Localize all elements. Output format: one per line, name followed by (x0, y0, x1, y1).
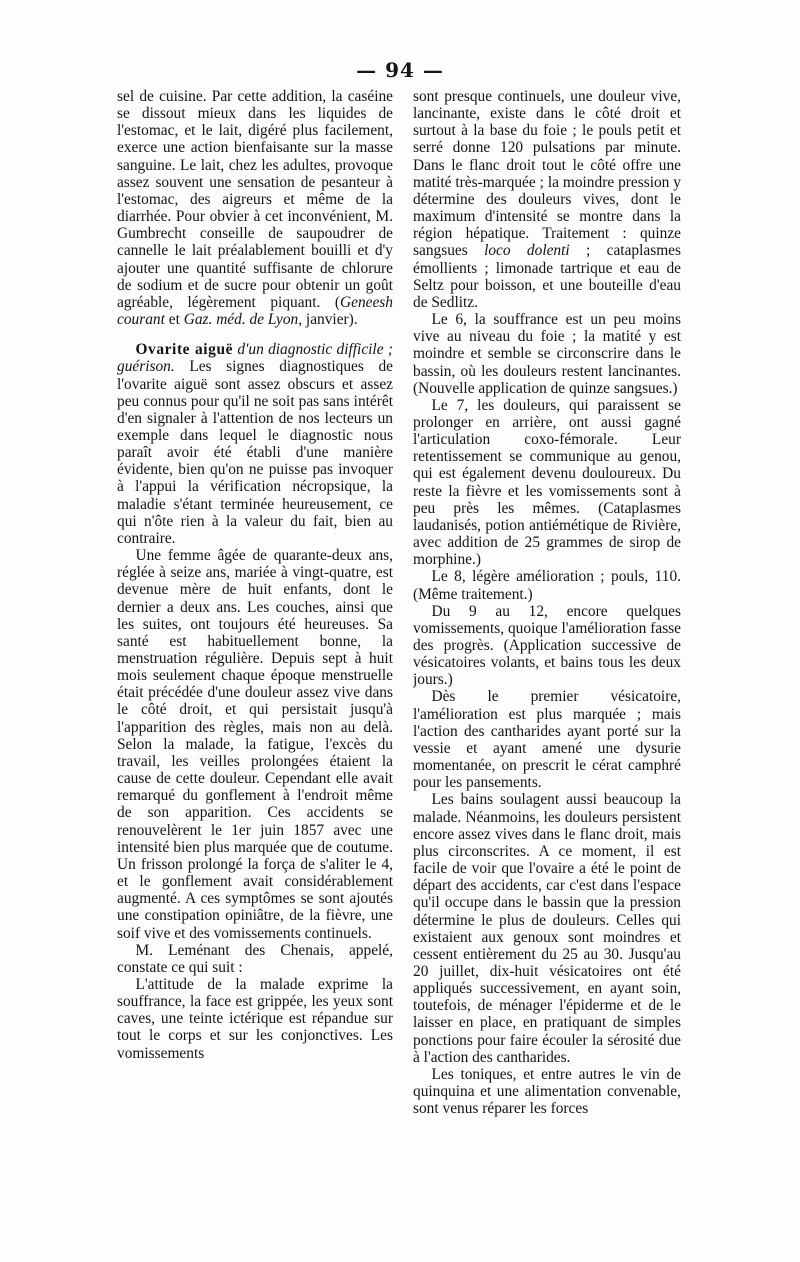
page-number: — 94 — (356, 58, 444, 82)
section-heading: Ovarite aiguë (135, 341, 234, 359)
paragraph-ovarite (117, 341, 393, 547)
left-column (117, 88, 393, 1253)
paragraph-milk-continuation (117, 88, 393, 328)
section-heading-subtitle: d'un diagnostic difficile ; guérison. (117, 341, 393, 376)
paragraph-toniques: Les toniques, et entre autres le vin de quinquina et une alimentation convenable, sont venus réparer les forces (413, 1065, 681, 1118)
paragraph-text: , janvier). (298, 311, 358, 329)
paragraph-text: Les signes diagnostiques de l'ovarite aiguë sont assez obscurs et assez peu connus pour qu'il ne soit pas sans intérêt d'en signaler à l'attention de nos lecteurs un exemple dans lequel le diagnostic nous paraît avoir été établi d'une manière évidente, bien qu'on ne puisse pas invoquer à l'appui la vérification nécropsique, la maladie s'étant terminée heureusement, ce qui n'ôte rien à la valeur du fait, bien au contraire. (117, 358, 393, 547)
paragraph-text: et (164, 311, 184, 329)
paragraph-vesicatoire: Dès le premier vésicatoire, l'amélioration est plus marquée ; mais l'action des cantharides ayant porté sur la vessie et ayant amené une dysurie momentanée, on prescrit le cérat camphré pour les pansements. (413, 688, 681, 792)
paragraph-examination: M. Leménant des Chenais, appelé, constate ce qui suit : (117, 941, 393, 976)
source-citation: Gaz. méd. de Lyon (183, 311, 299, 329)
paragraph-symptoms-continuation (413, 88, 681, 311)
paragraph-day-6: Le 6, la souffrance est un peu moins vive au niveau du foie ; la matité y est moindre et semble se circonscrire dans le bassin, où les douleurs restent lancinantes. (Nouvelle application de quinze sangsues.) (413, 311, 681, 397)
paragraph-symptoms: L'attitude de la malade exprime la souffrance, la face est grippée, les yeux sont caves, une teinte ictérique est répandue sur tout le corps et sur les conjonctives. Les vomissements (117, 975, 393, 1062)
right-column (413, 88, 681, 1253)
paragraph-day-9-12: Du 9 au 12, encore quelques vomissements, quoique l'amélioration fasse des progrès. (Application successive de vésicatoires volants, et bains tous les deux jours.) (413, 602, 681, 689)
paragraph-text: sont presque continuels, une douleur vive, lancinante, existe dans le côté droit et surtout à la base du foie ; le pouls petit et serré donne 120 pulsations par minute. Dans le flanc droit tout le côté offre une matité très-marquée ; la moindre pression y détermine des douleurs vives, dont le maximum d'intensité se montre dans la région hépatique. Traitement : quinze sangsues (413, 88, 681, 260)
paragraph-text: ; cataplasmes émollients ; limonade tartrique et eau de Seltz pour boisson, et une bouteille d'eau de Sedlitz. (413, 242, 681, 311)
paragraph-bains: Les bains soulagent aussi beaucoup la malade. Néanmoins, les douleurs persistent encore assez vives dans le flanc droit, mais plus circonscrites. A ce moment, il est facile de voir que l'ovaire a été le point de départ des accidents, car c'est dans l'espace qu'il occupe dans le bassin que la pression détermine le plus de douleurs. Celles qui existaient aux genoux sont moindres et cessent entièrement du 25 au 30. Jusqu'au 20 juillet, dix-huit vésicatoires ont été appliqués successivement, en ayant soin, toutefois, de ménager l'épiderme et de le laisser en place, en pratiquant de simples ponctions pour faire écouler la sérosité due à l'action des cantharides. (413, 791, 681, 1066)
paragraph-case-history: Une femme âgée de quarante-deux ans, réglée à seize ans, mariée à vingt-quatre, est devenue mère de huit enfants, dont le dernier a deux ans. Les couches, ainsi que les suites, ont toujours été heureuses. Sa santé est habituellement bonne, la menstruation régulière. Depuis sept à huit mois seulement chaque époque menstruelle était précédée d'une douleur assez vive dans le côté droit, et qui persistait jusqu'à l'apparition des règles, mais non au delà. Selon la malade, la fatigue, l'excès du travail, les veilles prolongées étaient la cause de cette douleur. Cependant elle avait remarqué du gonflement à l'endroit même de son apparition. Ces accidents se renouvelèrent le 1er juin 1857 avec une intensité bien plus marquée que de coutume. Un frisson prolongé la força de s'aliter le 4, et le gonflement avait considérablement augmenté. A ces symptômes se sont ajoutés une constipation opiniâtre, de la fièvre, une soif vive et des vomissements continuels. (117, 547, 393, 942)
paragraph-text: sel de cuisine. Par cette addition, la caséine se dissout mieux dans les liquides de l'estomac, et le lait, digéré plus facilement, exerce une action bienfaisante sur la masse sanguine. Le lait, chez les adultes, provoque assez souvent une sensation de pesanteur à l'estomac, des aigreurs et même de la diarrhée. Pour obvier à cet inconvénient, M. Gumbrecht conseille de saupoudrer de cannelle le lait préalablement bouilli et d'y ajouter une quantité suffisante de chlorure de sodium et de sucre pour obtenir un goût agréable, légèrement piquant. ( (117, 88, 393, 311)
paragraph-day-7: Le 7, les douleurs, qui paraissent se prolonger en arrière, ont aussi gagné l'articulation coxo-fémorale. Leur retentissement se communique au genou, qui est également devenu douloureux. Du reste la fièvre et les vomissements sont à peu près les mêmes. (Cataplasmes laudanisés, potion antiémétique de Rivière, avec addition de 25 grammes de sirop de morphine.) (413, 396, 681, 569)
source-citation: Geneesh courant (117, 293, 393, 329)
latin-phrase: loco dolenti (484, 242, 570, 260)
paragraph-day-8: Le 8, légère amélioration ; pouls, 110. (Même traitement.) (413, 568, 681, 603)
